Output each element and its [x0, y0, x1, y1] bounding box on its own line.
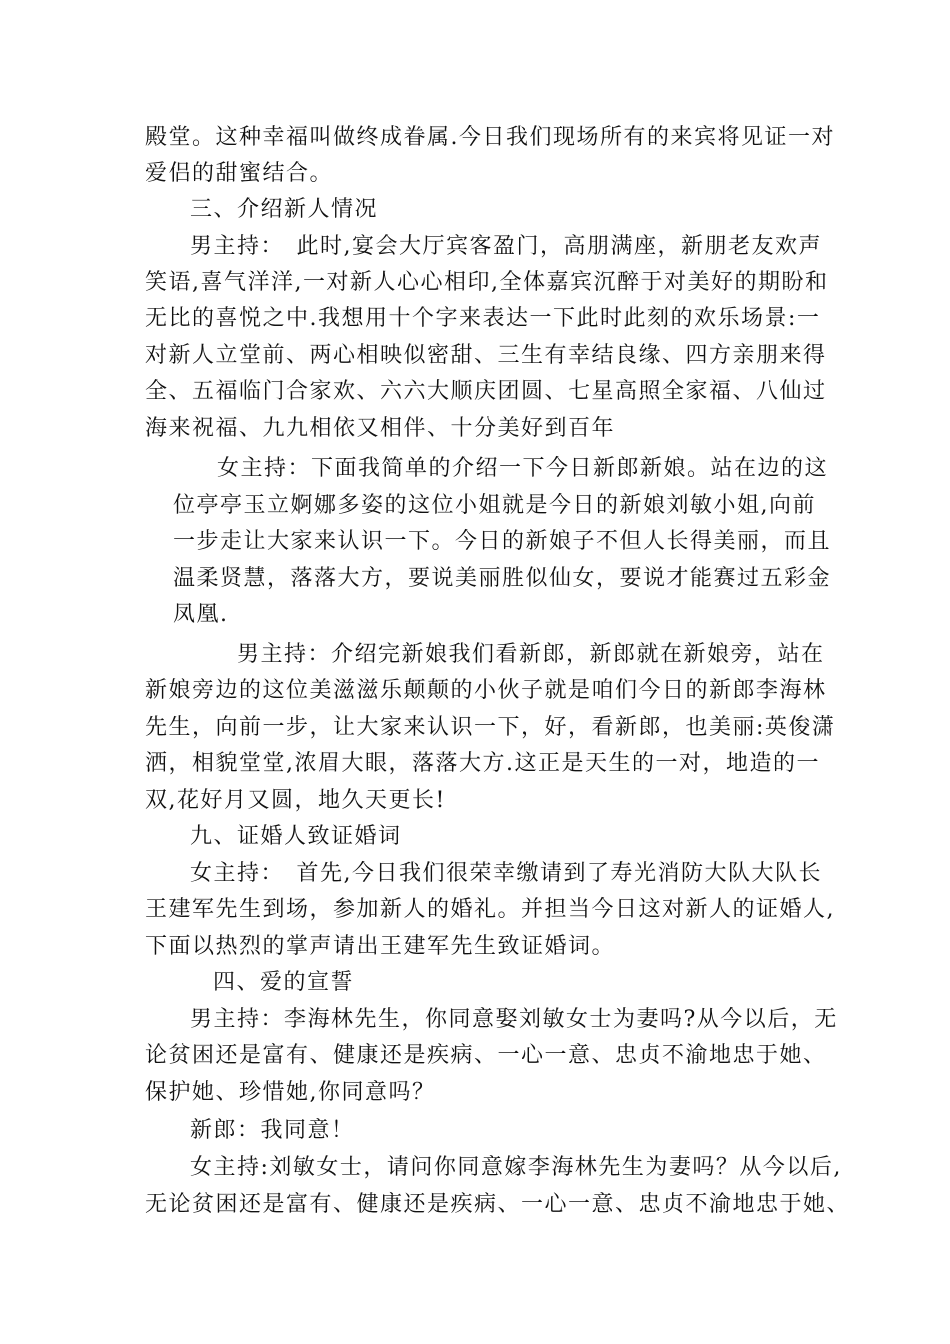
text-line: 新郎：我同意！ [190, 1118, 355, 1143]
section-heading: 九、证婚人致证婚词 [190, 824, 402, 849]
text-line: 新娘旁边的这位美滋滋乐颠颠的小伙子就是咱们今日的新郎李海林 [145, 678, 827, 703]
text-line: 保护她、珍惜她,你同意吗？ [145, 1080, 436, 1105]
text-line: 男主持： 此时,宴会大厅宾客盈门，高朋满座，新朋老友欢声 [190, 234, 822, 259]
text-line: 女主持:刘敏女士，请问你同意嫁李海林先生为妻吗？从今以后, [190, 1155, 842, 1180]
text-line: 论贫困还是富有、健康还是疾病、一心一意、忠贞不渝地忠于她、 [145, 1043, 827, 1068]
text-line: 凤凰. [173, 602, 229, 627]
text-line: 女主持： 首先,今日我们很荣幸缴请到了寿光消防大队大队长 [190, 861, 822, 886]
text-line: 先生，向前一步，让大家来认识一下，好，看新郎，也美丽:英俊潇 [145, 715, 836, 740]
text-line: 洒，相貌堂堂,浓眉大眼，落落大方.这正是天生的一对，地造的一 [145, 751, 820, 776]
text-line: 无比的喜悦之中.我想用十个字来表达一下此时此刻的欢乐场景:一 [145, 306, 821, 331]
text-line: 笑语,喜气洋洋,一对新人心心相印,全体嘉宾沉醉于对美好的期盼和 [145, 270, 829, 295]
text-line: 无论贫困还是富有、健康还是疾病、一心一意、忠贞不渝地忠于她、 [145, 1192, 851, 1217]
section-heading: 四、爱的宣誓 [213, 970, 355, 995]
text-line: 殿堂。这种幸福叫做终成眷属.今日我们现场所有的来宾将见证一对 [145, 125, 835, 150]
text-line: 男主持：介绍完新娘我们看新郎，新郎就在新娘旁，站在 [237, 642, 825, 667]
text-line: 爱侣的甜蜜结合。 [145, 161, 334, 186]
text-line: 男主持：李海林先生，你同意娶刘敏女士为妻吗?从今以后，无 [190, 1007, 838, 1032]
section-heading: 三、介绍新人情况 [190, 197, 379, 222]
text-line: 女主持：下面我简单的介绍一下今日新郎新娘。站在边的这 [217, 456, 829, 481]
text-line: 温柔贤慧，落落大方，要说美丽胜似仙女，要说才能赛过五彩金 [173, 566, 832, 591]
text-line: 海来祝福、九九相依又相伴、十分美好到百年 [145, 416, 616, 441]
text-line: 王建军先生到场，参加新人的婚礼。并担当今日这对新人的证婚人, [145, 897, 835, 922]
text-line: 一步走让大家来认识一下。今日的新娘子不但人长得美丽，而且 [173, 529, 832, 554]
text-line: 位亭亭玉立婀娜多姿的这位小姐就是今日的新娘刘敏小姐,向前 [173, 493, 816, 518]
text-line: 全、五福临门合家欢、六六大顺庆团圆、七星高照全家福、八仙过 [145, 379, 827, 404]
text-line: 双,花好月又圆，地久天更长! [145, 788, 446, 813]
text-line: 下面以热烈的掌声请出王建军先生致证婚词。 [145, 934, 616, 959]
text-line: 对新人立堂前、两心相映似密甜、三生有幸结良缘、四方亲朋来得 [145, 343, 827, 368]
